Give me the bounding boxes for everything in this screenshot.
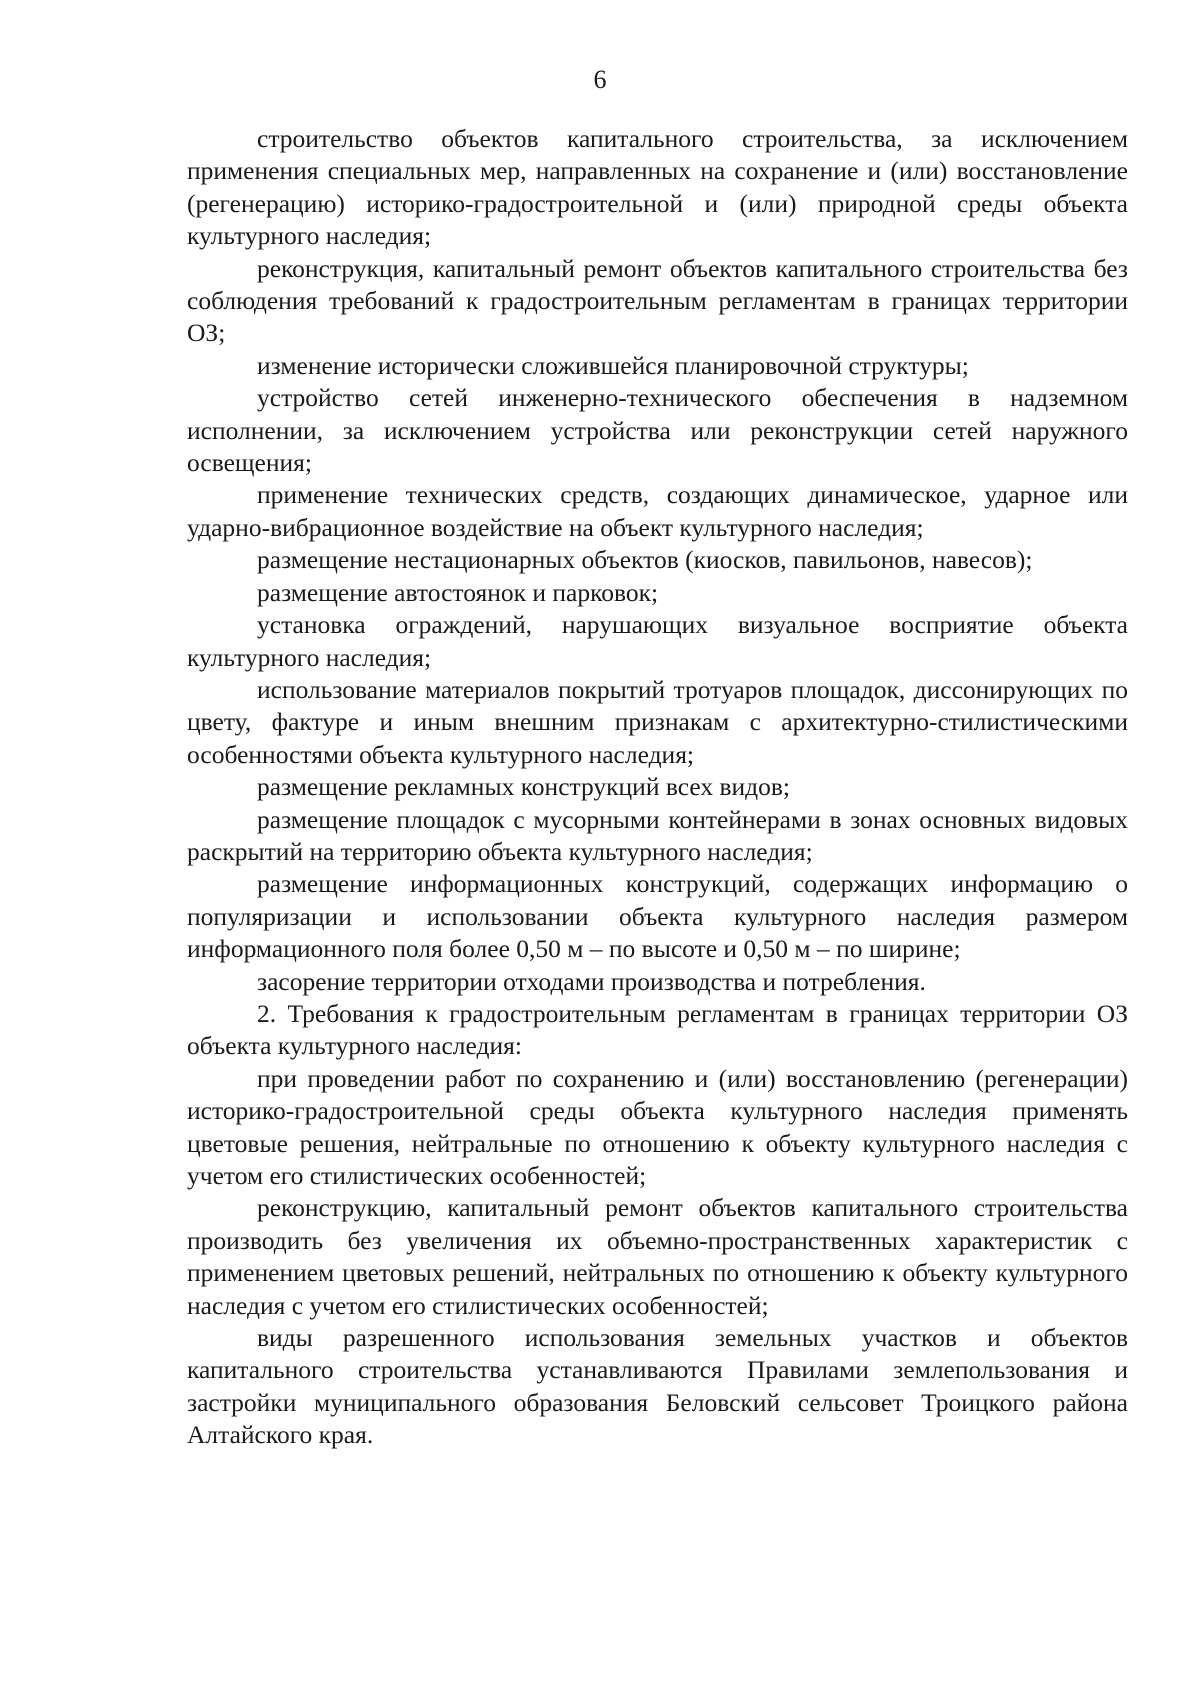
paragraph: использование материалов покрытий тротуаров площадок, диссонирующих по цвету, фактуре и иным внешним признакам с архитектурно-стилистическими особенностями объекта культурного наследия;	[187, 674, 1128, 769]
paragraph: засорение территории отходами производства и потребления.	[257, 966, 926, 996]
paragraph: размещение площадок с мусорными контейнерами в зонах основных видовых раскрытий на территорию объекта культурного наследия;	[187, 804, 1128, 866]
page-number: 6	[593, 65, 607, 94]
paragraph: установка ограждений, нарушающих визуальное восприятие объекта культурного наследия;	[187, 610, 1128, 672]
paragraph: реконструкцию, капитальный ремонт объектов капитального строительства производить без увеличения их объемно-пространственных характеристик с применением цветовых решений, нейтральных по отношению к объекту культурного наследия с учетом его стилистических особенностей;	[187, 1193, 1128, 1320]
paragraph: применение технических средств, создающих динамическое, ударное или ударно-вибрационное воздействие на объект культурного наследия;	[187, 480, 1128, 542]
paragraph: устройство сетей инженерно-технического обеспечения в надземном исполнении, за исключением устройства или реконструкции сетей наружного освещения;	[187, 383, 1128, 478]
paragraph: изменение исторически сложившейся планировочной структуры;	[257, 350, 969, 380]
paragraph: реконструкция, капитальный ремонт объектов капитального строительства без соблюдения требований к градостроительным регламентам в границах территории ОЗ;	[187, 253, 1128, 348]
paragraph: размещение нестационарных объектов (киосков, павильонов, навесов);	[257, 545, 1033, 575]
paragraph: размещение рекламных конструкций всех видов;	[257, 772, 791, 802]
paragraph: размещение информационных конструкций, содержащих информацию о популяризации и использовании объекта культурного наследия размером информационного поля более 0,50 м – по высоте и 0,50 м – по ширине;	[187, 869, 1128, 964]
section-heading-paragraph: 2. Требования к градостроительным регламентам в границах территории ОЗ объекта культурного наследия:	[187, 998, 1128, 1061]
paragraph: строительство объектов капитального строительства, за исключением применения специальных мер, направленных на сохранение и (или) восстановление (регенерацию) историко-градостроительной и (или) природной среды объекта культурного наследия;	[187, 124, 1128, 251]
paragraph: размещение автостоянок и парковок;	[257, 577, 659, 607]
paragraph: виды разрешенного использования земельных участков и объектов капитального строительства устанавливаются Правилами землепользования и застройки муниципального образования Беловский сельсовет Троицкого района Алтайского края.	[187, 1323, 1128, 1450]
paragraph: при проведении работ по сохранению и (или) восстановлению (регенерации) историко-градостроительной среды объекта культурного наследия применять цветовые решения, нейтральные по отношению к объекту культурного наследия с учетом его стилистических особенностей;	[187, 1063, 1128, 1190]
document-body	[187, 123, 1128, 1452]
